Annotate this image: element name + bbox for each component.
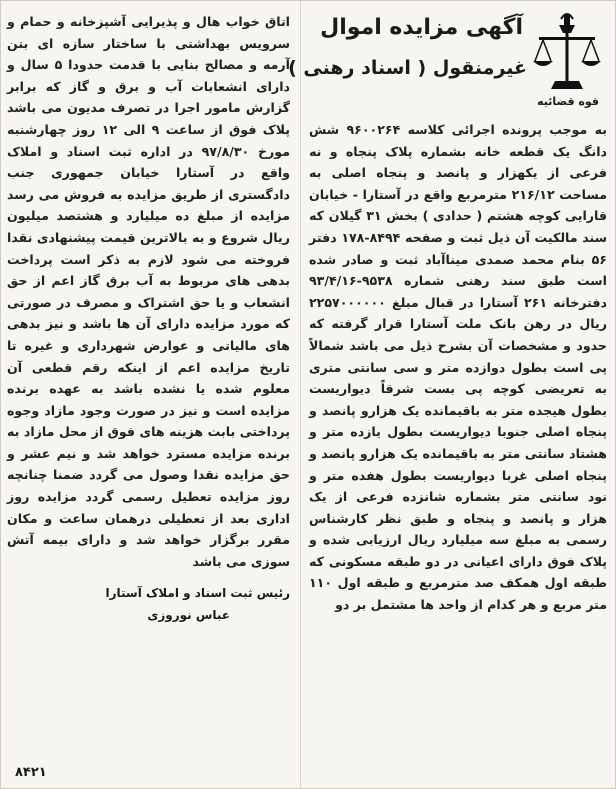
signature-title: رئیس ثبت اسناد و املاک آستارا xyxy=(105,586,290,601)
ad-title: آگهی مزایده اموال xyxy=(320,15,523,40)
ad-subtitle: غیرمنقول ( اسناد رهنی ) xyxy=(288,57,527,79)
left-column xyxy=(1,1,301,788)
right-column xyxy=(288,1,615,788)
signature-name: عباس نوروزی xyxy=(147,608,230,623)
emblem-label: قوه قضائیه xyxy=(537,95,599,108)
left-column-text: اتاق خواب هال و پذیرایی آشپزخانه و حمام و سرویس بهداشتی با ساختار سازه ای بتن آرمه و مصالح بنایی با قدمت حدودا ۵ سال و دارای انشعابات آب و برق و گاز که برابر گزارش مامور اجرا در تصرف مدیون می باشد پلاک فوق از ساعت ۹ الی ۱۲ روز چهارشنبه مورخ ۹۷/۸/۳۰ در اداره ثبت اسناد و املاک واقع در آستارا خیابان جمهوری جنب دادگستری از طریق مزایده به فروش می رسد مزایده از مبلغ ده میلیارد و هشتصد میلیون ریال شروع و به بالاترین قیمت پیشنهادی نقدا فروخته می شود لازم به ذکر است پرداخت بدهی های مربوط به آب برق گاز اعم از حق انشعاب و یا حق اشتراک و مصرف در صورتی که مورد مزایده دارای آن ها باشد و نیز بدهی های مالیاتی و عوارض شهرداری و غیره تا تاریخ مزایده اعم از اینکه رقم قطعی آن معلوم شده یا نشده باشد به عهده برنده مزایده است و نیز در صورت وجود مازاد وجوه پرداختی بابت هزینه های فوق از محل مازاد به برنده مزایده مسترد خواهد شد و نیم عشر و حق مزایده نقدا وصول می گردد ضمنا چنانچه روز مزایده تعطیل رسمی گردد مزایده روز اداری بعد از تعطیلی درهمان ساعت و مکان مقرر برگزار خواهد شد و دارای بیمه آتش سوزی می باشد xyxy=(7,14,290,569)
right-column-text: به موجب پرونده اجرائی کلاسه ۹۶۰۰۲۶۴ شش دانگ یک قطعه خانه بشماره پلاک پنجاه و نه فرعی از یکهزار و پانصد و پنجاه اصلی به مساحت ۲۱۶/۱۲ مترمربع واقع در آستارا - خیابان قارایی کوچه هشتم ( حدادی ) بخش ۳۱ گیلان که سند مالکیت آن ذیل ثبت و صفحه ۸۴۹۴-۱۷۸ دفتر ۵۶ بنام محمد صمدی میناآباد ثبت و صادر شده است طبق سند رهنی شماره ۹۵۳۸-۹۳/۴/۱۶ دفترخانه ۲۶۱ آستارا در قبال مبلغ ۲۲۵۷۰۰۰۰۰۰ ریال در رهن بانک ملت آستارا قرار گرفته که حدود و مشخصات آن بشرح ذیل می باشد شمالاً پی است بطول دوازده متر و سی سانتی متری به تعریضی کوچه پی بست شرقاً دیواریست بطول هیجده متر به باقیمانده یک هزارو پانصد و پنجاه اصلی جنوبا دیواریست بطول یازده متر و هشتاد سانتی متر به باقیمانده یک هزارو پانصد و پنجاه اصلی غربا دیواریست بطول هفده متر و نود سانتی متر بشماره شانزده فرعی از یک هزار و پانصد و پنجاه و طبق نظر کارشناس رسمی به مبلغ سه میلیارد ریال ارزیابی شده و پلاک فوق دارای اعیانی در دو طبقه مسکونی که طبقه اول همکف صد مترمربع و طبقه اول ۱۱۰ متر مربع و هر کدام از واحد ها مشتمل بر دو xyxy=(309,122,607,613)
signature-block xyxy=(7,582,290,626)
ad-code: ۸۴۲۱ xyxy=(15,765,47,780)
ad-header xyxy=(288,7,607,119)
